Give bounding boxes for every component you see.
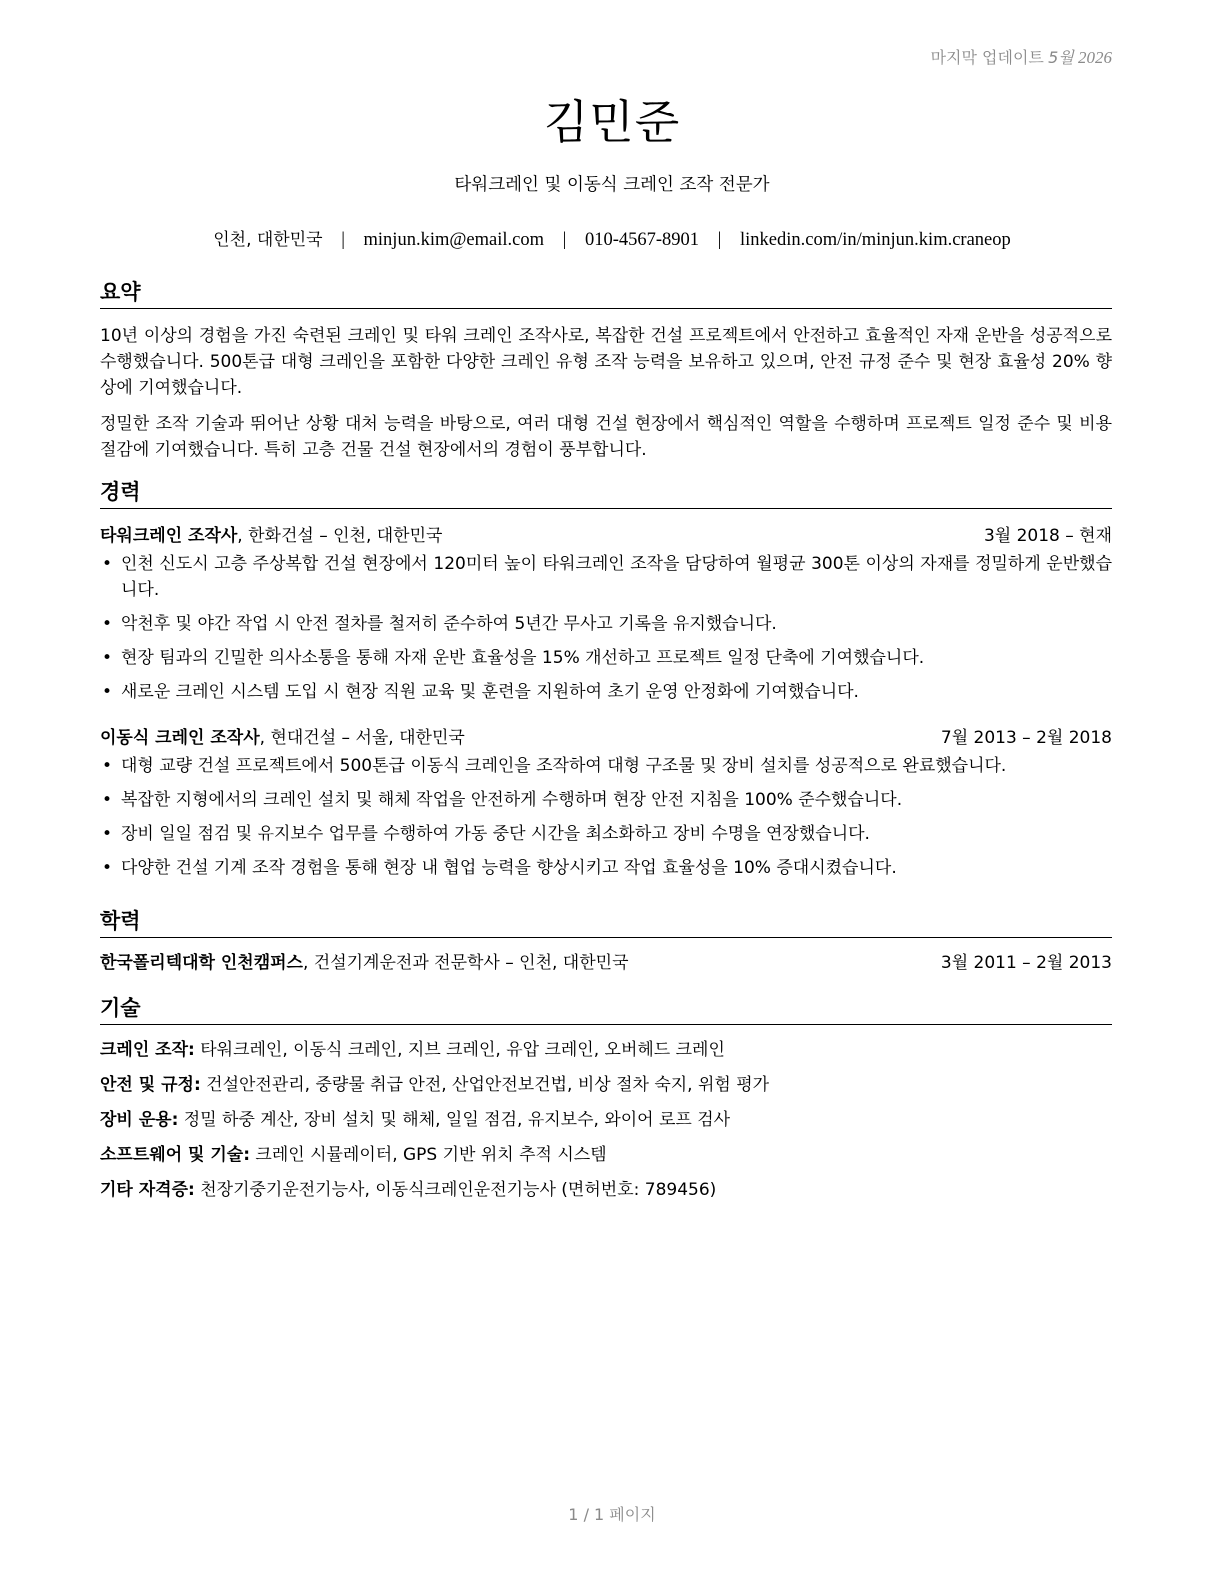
skill-item <box>100 1177 1112 1203</box>
contact-location: 인천, 대한민국 <box>213 230 323 250</box>
skills-list <box>100 1037 1112 1203</box>
list-item: • 장비 일일 점검 및 유지보수 업무를 수행하여 가동 중단 시간을 최소화하고 장비 수명을 연장했습니다. <box>100 821 1112 847</box>
list-item: • 현장 팀과의 긴밀한 의사소통을 통해 자재 운반 효율성을 15% 개선하고 프로젝트 일정 단축에 기여했습니다. <box>100 645 1112 671</box>
skill-label: 안전 및 규정: <box>100 1075 201 1095</box>
contact-separator: | <box>341 230 345 250</box>
skill-item <box>100 1107 1112 1133</box>
list-item: • 새로운 크레인 시스템 도입 시 현장 직원 교육 및 훈련을 지원하여 초기 운영 안정화에 기여했습니다. <box>100 679 1112 705</box>
skill-value: 천장기중기운전기능사, 이동식크레인운전기능사 (면허번호: 789456) <box>194 1180 717 1200</box>
education-entry <box>100 950 1112 976</box>
job-role: 이동식 크레인 조작사 <box>100 728 260 748</box>
section-title-experience: 경력 <box>100 476 1112 509</box>
job-org: , 한화건설 – 인천, 대한민국 <box>237 526 443 546</box>
list-item: • 복잡한 지형에서의 크레인 설치 및 해체 작업을 안전하게 수행하며 현장 안전 지침을 100% 준수했습니다. <box>100 787 1112 813</box>
headline: 타워크레인 및 이동식 크레인 조작 전문가 <box>454 175 770 195</box>
list-item: • 악천후 및 야간 작업 시 안전 절차를 철저히 준수하여 5년간 무사고 기록을 유지했습니다. <box>100 611 1112 637</box>
skill-value: 크레인 시뮬레이터, GPS 기반 위치 추적 시스템 <box>250 1145 607 1165</box>
job-dates: 7월 2013 – 2월 2018 <box>940 728 1112 748</box>
education-dates: 3월 2011 – 2월 2013 <box>940 953 1112 973</box>
job-bullets <box>100 753 1112 881</box>
job-header <box>100 725 1112 751</box>
job-title-line <box>100 523 442 549</box>
job-dates: 3월 2018 – 현재 <box>983 526 1112 546</box>
job-org: , 현대건설 – 서울, 대한민국 <box>259 728 465 748</box>
last-updated <box>931 45 1112 68</box>
education-detail: , 건설기계운전과 전문학사 – 인천, 대한민국 <box>302 953 629 973</box>
skill-label: 소프트웨어 및 기술: <box>100 1145 251 1165</box>
contact-separator: | <box>562 230 567 250</box>
contact-separator: | <box>717 230 722 250</box>
contact-phone: 010-4567-8901 <box>584 230 700 250</box>
skills-section <box>100 992 1112 1212</box>
job-title-line <box>100 725 465 751</box>
job-header <box>100 523 1112 549</box>
summary-section <box>100 276 1112 463</box>
summary-paragraph: 10년 이상의 경험을 가진 숙련된 크레인 및 타워 크레인 조작사로, 복잡한 건설 프로젝트에서 안전하고 효율적인 자재 운반을 성공적으로 수행했습니다. 500톤급 대형 크레인을 포함한 다양한 크레인 유형 조작 능력을 보유하고 있으며, 안전 규정 준수 및 현장 효율성 20% 향상에 기여했습니다. <box>100 326 1112 398</box>
skill-value: 건설안전관리, 중량물 취급 안전, 산업안전보건법, 비상 절차 숙지, 위험 평가 <box>200 1075 770 1095</box>
contact-linkedin[interactable]: linkedin.com/in/minjun.kim.craneop <box>739 230 1011 250</box>
last-updated-prefix: 마지막 업데이트 <box>930 48 1044 67</box>
page-number: 1 / 1 페이지 <box>568 1505 656 1524</box>
last-updated-year: 2026 <box>1078 48 1112 67</box>
contact-line <box>0 225 1224 251</box>
skill-item <box>100 1072 1112 1098</box>
job-entry <box>100 523 1112 705</box>
education-school: 한국폴리텍대학 인천캠퍼스 <box>100 953 303 973</box>
experience-section <box>100 476 1112 889</box>
education-title-line <box>100 950 629 976</box>
skill-item <box>100 1037 1112 1063</box>
contact-email[interactable]: minjun.kim@email.com <box>363 230 544 250</box>
section-title-education: 학력 <box>100 905 1112 938</box>
job-role: 타워크레인 조작사 <box>100 526 238 546</box>
skill-label: 장비 운용: <box>100 1110 179 1130</box>
skill-label: 기타 자격증: <box>100 1180 195 1200</box>
skill-label: 크레인 조작: <box>100 1040 195 1060</box>
section-title-summary: 요약 <box>100 276 1112 309</box>
job-bullets <box>100 551 1112 705</box>
job-entry <box>100 725 1112 881</box>
summary-paragraph: 정밀한 조작 기술과 뛰어난 상황 대처 능력을 바탕으로, 여러 대형 건설 현장에서 핵심적인 역할을 수행하며 프로젝트 일정 준수 및 비용 절감에 기여했습니다. 특히 고층 건물 건설 현장에서의 경험이 풍부합니다. <box>100 414 1112 460</box>
list-item: • 다양한 건설 기계 조작 경험을 통해 현장 내 협업 능력을 향상시키고 작업 효율성을 10% 증대시켰습니다. <box>100 855 1112 881</box>
list-item: • 인천 신도시 고층 주상복합 건설 현장에서 120미터 높이 타워크레인 조작을 담당하여 월평균 300톤 이상의 자재를 정밀하게 운반했습니다. <box>100 551 1112 603</box>
candidate-name: 김민준 <box>543 95 681 149</box>
section-title-skills: 기술 <box>100 992 1112 1025</box>
list-item: • 대형 교량 건설 프로젝트에서 500톤급 이동식 크레인을 조작하여 대형 구조물 및 장비 설치를 성공적으로 완료했습니다. <box>100 753 1112 779</box>
education-section <box>100 905 1112 976</box>
last-updated-month: 5월 <box>1048 48 1074 67</box>
skill-item <box>100 1142 1112 1168</box>
skill-value: 타워크레인, 이동식 크레인, 지브 크레인, 유압 크레인, 오버헤드 크레인 <box>194 1040 725 1060</box>
skill-value: 정밀 하중 계산, 장비 설치 및 해체, 일일 점검, 유지보수, 와이어 로프 검사 <box>178 1110 731 1130</box>
